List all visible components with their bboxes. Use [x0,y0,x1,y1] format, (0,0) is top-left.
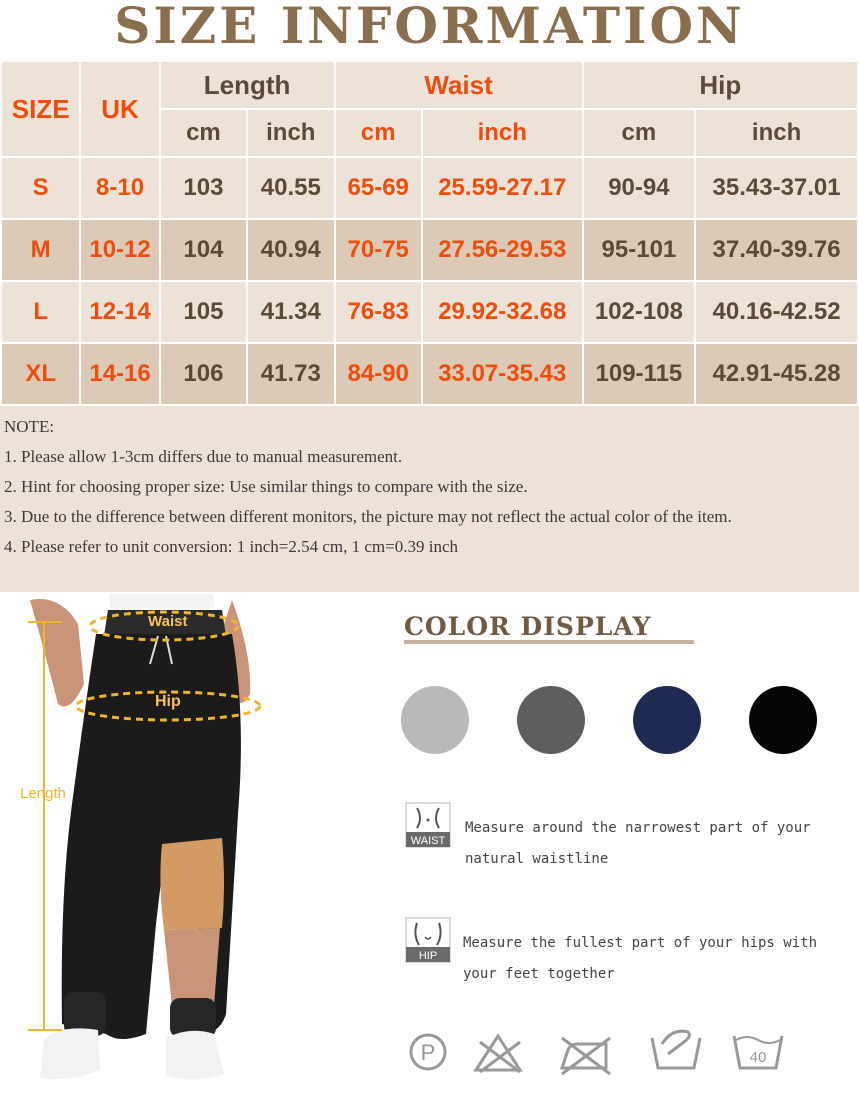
page-title: SIZE INFORMATION [114,0,745,55]
do-not-iron-icon [556,1028,612,1078]
hip-measure-label: Hip [155,693,181,710]
color-swatch-light-gray[interactable] [401,686,469,754]
note-item: 4. Please refer to unit conversion: 1 inch=2.54 cm, 1 cm=0.39 inch [4,537,458,556]
cell-hip-cm: 109-115 [584,344,695,404]
waist-measure-label: Waist [148,613,188,630]
table-row [2,344,857,404]
header-hip: Hip [584,62,857,108]
color-swatch-navy[interactable] [633,686,701,754]
unit-waist-cm: cm [336,110,421,156]
unit-waist-inch: inch [423,110,582,156]
cell-size: M [2,220,79,280]
cell-hip-inch: 35.43-37.01 [696,158,857,218]
cell-waist-inch: 33.07-35.43 [423,344,582,404]
cell-waist-inch: 25.59-27.17 [423,158,582,218]
cell-uk: 10-12 [81,220,158,280]
header-waist: Waist [336,62,582,108]
table-row [2,158,857,218]
waist-instruction-line: natural waistline [465,851,609,867]
cell-hip-inch: 40.16-42.52 [696,282,857,342]
color-swatch-black[interactable] [749,686,817,754]
cell-waist-inch: 29.92-32.68 [423,282,582,342]
header-size: SIZE [2,62,79,156]
header-uk: UK [81,62,158,156]
hip-instructions [463,928,833,990]
header-length: Length [161,62,334,108]
waist-icon [405,802,451,848]
cell-hip-cm: 102-108 [584,282,695,342]
cell-waist-cm: 70-75 [336,220,421,280]
waist-icon-label: WAIST [410,835,446,847]
unit-length-inch: inch [248,110,333,156]
cell-waist-cm: 76-83 [336,282,421,342]
cell-length-cm: 105 [161,282,246,342]
size-table [0,60,859,406]
wash-40-icon [730,1024,786,1074]
cell-length-cm: 103 [161,158,246,218]
hip-icon [405,917,451,963]
table-row [2,282,857,342]
note-item: 2. Hint for choosing proper size: Use similar things to compare with the size. [4,477,528,496]
waist-instructions [465,813,835,875]
cell-size: XL [2,344,79,404]
cell-length-cm: 106 [161,344,246,404]
table-row [2,220,857,280]
cell-length-inch: 40.55 [248,158,333,218]
unit-length-cm: cm [161,110,246,156]
do-not-bleach-icon [472,1028,528,1078]
cell-size: S [2,158,79,218]
cell-length-cm: 104 [161,220,246,280]
unit-hip-inch: inch [696,110,857,156]
cell-length-inch: 41.34 [248,282,333,342]
cell-size: L [2,282,79,342]
cell-waist-cm: 84-90 [336,344,421,404]
notes-panel [0,406,859,592]
cell-hip-inch: 37.40-39.76 [696,220,857,280]
note-item: 1. Please allow 1-3cm differs due to manual measurement. [4,447,403,466]
length-measure-label: Length [20,785,66,802]
hip-icon-label: HIP [418,950,438,962]
color-swatch-dark-gray[interactable] [517,686,585,754]
cell-uk: 12-14 [81,282,158,342]
color-display-title: COLOR DISPLAY [404,612,694,644]
note-item: 3. Due to the difference between different monitors, the picture may not reflect the actual color of the item. [4,507,732,526]
cell-uk: 14-16 [81,344,158,404]
cell-waist-cm: 65-69 [336,158,421,218]
cell-uk: 8-10 [81,158,158,218]
hand-wash-icon [648,1024,704,1074]
cell-waist-inch: 27.56-29.53 [423,220,582,280]
model-illustration [0,594,290,1093]
model-photo [0,594,290,1093]
hip-instruction-line: Measure the fullest part of your hips with [463,935,818,951]
cell-hip-cm: 90-94 [584,158,695,218]
notes-heading: NOTE: [4,417,55,436]
cell-length-inch: 40.94 [248,220,333,280]
waist-instruction-line: Measure around the narrowest part of your [465,820,811,836]
hip-instruction-line: your feet together [463,966,615,982]
cell-length-inch: 41.73 [248,344,333,404]
cell-hip-inch: 42.91-45.28 [696,344,857,404]
dry-clean-letter: P [420,1040,436,1065]
wash-temperature: 40 [749,1049,767,1066]
unit-hip-cm: cm [584,110,695,156]
dry-clean-icon [404,1028,460,1078]
cell-hip-cm: 95-101 [584,220,695,280]
